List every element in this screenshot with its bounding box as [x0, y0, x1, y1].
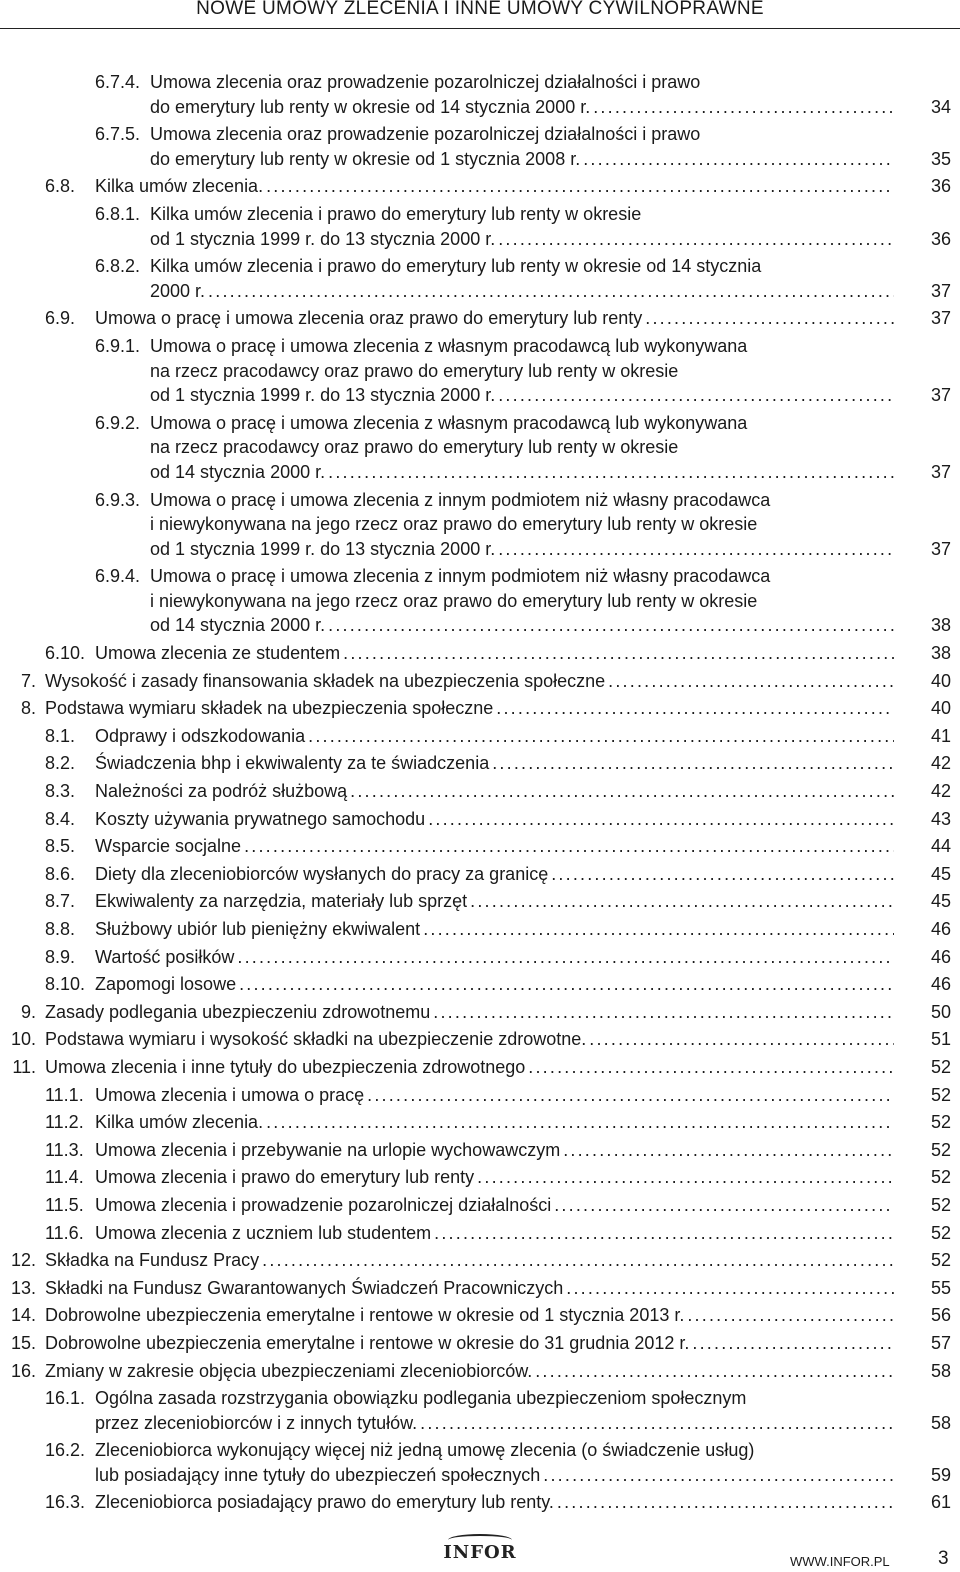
- toc-entry-page: 42: [930, 781, 951, 802]
- toc-entry[interactable]: [0, 1110, 960, 1135]
- toc-entry-title-line: Wartość posiłków: [95, 946, 235, 967]
- toc-entry-title-line: Zleceniobiorca wykonujący więcej niż jedną umowę zlecenia (o świadczenie usług): [95, 1440, 755, 1461]
- toc-entry[interactable]: [0, 254, 960, 303]
- toc-entry-title-line: Zmiany w zakresie objęcia ubezpieczeniami zleceniobiorców.: [45, 1360, 533, 1381]
- logo-text: INFOR: [443, 1542, 517, 1563]
- toc-entry-page: 52: [930, 1250, 951, 1271]
- dot-leader: [551, 862, 894, 887]
- toc-entry[interactable]: [0, 862, 960, 887]
- toc-entry-title-line: Umowa zlecenia i prowadzenie pozarolniczej działalności: [95, 1194, 552, 1215]
- toc-entry[interactable]: [0, 1303, 960, 1328]
- dot-leader: [645, 306, 894, 331]
- toc-entry-title-line: Umowa o pracę i umowa zlecenia z własnym pracodawcą lub wykonywana: [150, 412, 748, 433]
- toc-entry-number: 11.6.: [45, 1222, 84, 1243]
- toc-entry-title-line: Podstawa wymiaru składek na ubezpieczenia społeczne: [45, 698, 494, 719]
- toc-entry-title-line: od 14 stycznia 2000 r.: [150, 461, 326, 482]
- toc-entry-number: 11.1.: [45, 1084, 84, 1105]
- dot-leader: [528, 1055, 894, 1080]
- footer-url: WWW.INFOR.PL: [790, 1554, 890, 1569]
- toc-entry-number: 8.5.: [45, 836, 76, 857]
- toc-entry-number: 11.3.: [45, 1139, 84, 1160]
- toc-entry-number: 8.2.: [45, 753, 76, 774]
- toc-entry-title-line: Zasady podlegania ubezpieczeniu zdrowotnemu: [45, 1001, 431, 1022]
- dot-leader: [239, 972, 894, 997]
- toc-entry-page: 41: [930, 725, 951, 746]
- toc-entry-page: 38: [930, 615, 951, 636]
- toc-entry-page: 37: [930, 280, 951, 301]
- table-of-contents: [0, 70, 960, 1518]
- toc-entry-title-line: Kilka umów zlecenia.: [95, 1112, 264, 1133]
- toc-entry-title-line: Umowa zlecenia i prawo do emerytury lub renty: [95, 1167, 475, 1188]
- toc-entry[interactable]: [0, 1276, 960, 1301]
- toc-entry-title-line: od 1 stycznia 1999 r. do 13 stycznia 2000 r.: [150, 538, 496, 559]
- toc-entry-page: 45: [930, 891, 951, 912]
- toc-entry[interactable]: [0, 807, 960, 832]
- toc-entry[interactable]: [0, 1000, 960, 1025]
- toc-entry[interactable]: [0, 1438, 960, 1487]
- toc-entry[interactable]: [0, 889, 960, 914]
- toc-entry-page: 37: [930, 308, 951, 329]
- toc-entry-page: 37: [930, 538, 951, 559]
- dot-leader: [589, 1027, 894, 1052]
- toc-entry-page: 38: [930, 643, 951, 664]
- toc-entry[interactable]: [0, 1138, 960, 1163]
- toc-entry-number: 8.10.: [45, 974, 86, 995]
- dot-leader: [498, 537, 894, 562]
- toc-entry-page: 57: [930, 1332, 951, 1353]
- toc-entry-page: 52: [930, 1194, 951, 1215]
- toc-entry-title-line: i niewykonywana na jego rzecz oraz prawo do emerytury lub renty w okresie: [150, 590, 758, 611]
- toc-entry-title-line: Kilka umów zlecenia i prawo do emerytury lub renty w okresie: [150, 203, 642, 224]
- toc-entry[interactable]: [0, 564, 960, 638]
- toc-entry[interactable]: [0, 488, 960, 562]
- toc-entry-page: 58: [930, 1360, 951, 1381]
- toc-entry-title-line: Odprawy i odszkodowania: [95, 725, 306, 746]
- dot-leader: [477, 1165, 894, 1190]
- toc-entry-page: 37: [930, 385, 951, 406]
- dot-leader: [434, 1221, 894, 1246]
- dot-leader: [498, 227, 894, 252]
- toc-entry-number: 6.10.: [45, 643, 86, 664]
- toc-entry-title-line: Składka na Fundusz Pracy: [45, 1250, 260, 1271]
- dot-leader: [535, 1359, 894, 1384]
- dot-leader: [343, 641, 894, 666]
- toc-entry-title-line: od 1 stycznia 1999 r. do 13 stycznia 2000 r.: [150, 228, 496, 249]
- dot-leader: [554, 1193, 894, 1218]
- toc-entry[interactable]: [0, 1221, 960, 1246]
- toc-entry-number: 6.9.4.: [95, 566, 141, 587]
- toc-entry[interactable]: [0, 696, 960, 721]
- dot-leader: [566, 1276, 894, 1301]
- toc-entry[interactable]: [0, 122, 960, 171]
- dot-leader: [308, 724, 894, 749]
- toc-entry-page: 56: [930, 1305, 951, 1326]
- dot-leader: [608, 669, 894, 694]
- header-title: NOWE UMOWY ZLECENIA I INNE UMOWY CYWILNOPRAWNE: [196, 0, 764, 19]
- toc-entry-page: 40: [930, 670, 951, 691]
- toc-entry-title-line: Umowa zlecenia i umowa o pracę: [95, 1084, 365, 1105]
- dot-leader: [208, 279, 894, 304]
- toc-entry-number: 8.8.: [45, 919, 76, 939]
- toc-entry-title-line: Umowa zlecenia z uczniem lub studentem: [95, 1222, 432, 1243]
- toc-entry[interactable]: [0, 724, 960, 749]
- toc-entry-title-line: Umowa o pracę i umowa zlecenia oraz prawo do emerytury lub renty: [95, 308, 643, 329]
- toc-entry-page: 44: [930, 836, 951, 857]
- toc-entry-title-line: Umowa o pracę i umowa zlecenia z innym podmiotem niż własny pracodawca: [150, 566, 771, 587]
- toc-entry-number: 6.8.2.: [95, 256, 141, 277]
- toc-entry[interactable]: [0, 1083, 960, 1108]
- toc-entry[interactable]: [0, 334, 960, 408]
- dot-leader: [350, 779, 894, 804]
- toc-entry[interactable]: [0, 1490, 960, 1515]
- toc-entry-number: 8.4.: [45, 808, 76, 829]
- toc-entry-title-line: Umowa zlecenia ze studentem: [95, 643, 341, 664]
- footer-page-number: 3: [938, 1548, 949, 1569]
- toc-entry-title-line: Umowa zlecenia oraz prowadzenie pozarolniczej działalności i prawo: [150, 72, 701, 92]
- toc-entry[interactable]: [0, 174, 960, 199]
- toc-entry-number: 6.9.: [45, 308, 76, 329]
- toc-entry-title-line: Umowa zlecenia i inne tytuły do ubezpieczenia zdrowotnego: [45, 1056, 526, 1077]
- toc-entry-title-line: od 1 stycznia 1999 r. do 13 stycznia 2000 r.: [150, 385, 496, 406]
- toc-entry-page: 52: [930, 1222, 951, 1243]
- toc-entry-number: 13.: [10, 1277, 36, 1298]
- toc-entry-page: 52: [930, 1084, 951, 1105]
- toc-entry[interactable]: [0, 972, 960, 997]
- toc-entry-title-line: Należności za podróż służbową: [95, 781, 348, 802]
- toc-entry-title-line: lub posiadający inne tytuły do ubezpieczeń społecznych: [95, 1464, 541, 1485]
- toc-entry-number: 6.9.1.: [95, 335, 141, 356]
- toc-entry[interactable]: [0, 1055, 960, 1080]
- toc-entry[interactable]: [0, 945, 960, 970]
- toc-entry-number: 6.7.4.: [95, 72, 141, 92]
- dot-leader: [563, 1138, 894, 1163]
- dot-leader: [557, 1490, 894, 1515]
- toc-entry-title-line: Kilka umów zlecenia i prawo do emerytury lub renty w okresie od 14 stycznia: [150, 256, 762, 277]
- toc-entry-page: 40: [930, 698, 951, 719]
- toc-entry[interactable]: [0, 834, 960, 859]
- toc-entry[interactable]: [0, 1193, 960, 1218]
- dot-leader: [593, 95, 894, 120]
- toc-entry-page: 58: [930, 1412, 951, 1433]
- dot-leader: [496, 696, 894, 721]
- dot-leader: [237, 945, 894, 970]
- toc-entry-title-line: od 14 stycznia 2000 r.: [150, 615, 326, 636]
- toc-entry-page: 46: [930, 974, 951, 995]
- toc-entry-title-line: na rzecz pracodawcy oraz prawo do emerytury lub renty w okresie: [150, 437, 679, 458]
- toc-entry-title-line: do emerytury lub renty w okresie od 14 stycznia 2000 r.: [150, 96, 591, 117]
- toc-entry-title-line: Dobrowolne ubezpieczenia emerytalne i rentowe w okresie od 1 stycznia 2013 r.: [45, 1305, 685, 1326]
- toc-entry-number: 9.: [20, 1001, 36, 1022]
- toc-entry-number: 8.7.: [45, 891, 76, 912]
- toc-entry-number: 6.7.5.: [95, 124, 141, 145]
- toc-entry-title-line: Kilka umów zlecenia.: [95, 176, 264, 197]
- toc-entry-title-line: Koszty używania prywatnego samochodu: [95, 808, 426, 829]
- toc-entry-title-line: przez zleceniobiorców i z innych tytułów.: [95, 1412, 418, 1433]
- toc-entry-page: 46: [930, 919, 951, 939]
- toc-entry-page: 45: [930, 863, 951, 884]
- toc-entry-title-line: Zapomogi losowe: [95, 974, 237, 995]
- toc-entry-title-line: Diety dla zleceniobiorców wysłanych do pracy za granicę: [95, 863, 549, 884]
- toc-entry[interactable]: [0, 751, 960, 776]
- toc-entry-title-line: Wysokość i zasady finansowania składek na ubezpieczenia społeczne: [45, 670, 606, 691]
- toc-entry-title-line: Służbowy ubiór lub pieniężny ekwiwalent: [95, 919, 421, 939]
- dot-leader: [328, 613, 894, 638]
- toc-entry-page: 59: [930, 1464, 951, 1485]
- toc-entry-number: 6.9.2.: [95, 412, 141, 433]
- toc-entry[interactable]: [0, 306, 960, 331]
- toc-entry-page: 36: [930, 228, 951, 249]
- toc-entry-page: 42: [930, 753, 951, 774]
- toc-entry[interactable]: [0, 1386, 960, 1435]
- toc-entry-number: 12.: [10, 1250, 36, 1271]
- toc-entry-page: 55: [930, 1277, 951, 1298]
- toc-entry-page: 51: [930, 1029, 951, 1050]
- dot-leader: [470, 889, 894, 914]
- dot-leader: [692, 1331, 894, 1356]
- toc-entry-title-line: Ogólna zasada rozstrzygania obowiązku podlegania ubezpieczeniom społecznym: [95, 1388, 747, 1409]
- toc-entry-title-line: Wsparcie socjalne: [95, 836, 242, 857]
- toc-entry-title-line: Umowa zlecenia i przebywanie na urlopie wychowawczym: [95, 1139, 561, 1160]
- dot-leader: [367, 1083, 894, 1108]
- toc-entry-title-line: na rzecz pracodawcy oraz prawo do emerytury lub renty w okresie: [150, 360, 679, 381]
- dot-leader: [262, 1248, 894, 1273]
- toc-entry-page: 35: [930, 148, 951, 169]
- toc-entry-page: 52: [930, 1056, 951, 1077]
- toc-entry-number: 8.9.: [45, 946, 76, 967]
- toc-entry[interactable]: [0, 411, 960, 485]
- dot-leader: [266, 1110, 894, 1135]
- dot-leader: [498, 383, 894, 408]
- toc-entry-page: 46: [930, 946, 951, 967]
- toc-entry-page: 61: [930, 1492, 951, 1513]
- toc-entry-number: 8.6.: [45, 863, 76, 884]
- toc-entry-number: 8.3.: [45, 781, 76, 802]
- toc-entry-page: 36: [930, 176, 951, 197]
- dot-leader: [420, 1411, 894, 1436]
- toc-entry-number: 7.: [20, 670, 36, 691]
- toc-entry-number: 16.1.: [45, 1388, 86, 1409]
- toc-entry-title-line: do emerytury lub renty w okresie od 1 stycznia 2008 r.: [150, 148, 581, 169]
- dot-leader: [687, 1303, 894, 1328]
- toc-entry-number: 16.2.: [45, 1440, 86, 1461]
- dot-leader: [423, 917, 894, 942]
- toc-entry-page: 34: [930, 96, 951, 117]
- toc-entry-number: 10.: [10, 1029, 36, 1050]
- toc-entry-number: 6.8.: [45, 176, 76, 197]
- toc-entry-number: 15.: [10, 1332, 36, 1353]
- toc-entry-number: 14.: [10, 1305, 36, 1326]
- toc-entry-number: 16.: [10, 1360, 36, 1381]
- toc-entry-page: 37: [930, 461, 951, 482]
- toc-entry-page: 52: [930, 1167, 951, 1188]
- toc-entry-number: 16.3.: [45, 1492, 86, 1513]
- dot-leader: [492, 751, 894, 776]
- toc-entry[interactable]: [0, 779, 960, 804]
- toc-entry-page: 50: [930, 1001, 951, 1022]
- toc-entry-page: 43: [930, 808, 951, 829]
- toc-entry-title-line: i niewykonywana na jego rzecz oraz prawo do emerytury lub renty w okresie: [150, 514, 758, 535]
- toc-entry-number: 6.8.1.: [95, 203, 141, 224]
- dot-leader: [428, 807, 894, 832]
- toc-entry[interactable]: [0, 641, 960, 666]
- toc-entry[interactable]: [0, 1331, 960, 1356]
- toc-entry-page: 52: [930, 1112, 951, 1133]
- toc-entry[interactable]: [0, 1248, 960, 1273]
- dot-leader: [543, 1463, 894, 1488]
- toc-entry[interactable]: [0, 70, 960, 119]
- dot-leader: [433, 1000, 894, 1025]
- toc-entry-number: 8.1.: [45, 725, 76, 746]
- toc-entry-number: 6.9.3.: [95, 489, 141, 510]
- toc-entry-number: 11.2.: [45, 1112, 84, 1133]
- toc-entry[interactable]: [0, 1027, 960, 1052]
- toc-entry-title-line: Składki na Fundusz Gwarantowanych Świadczeń Pracowniczych: [45, 1277, 564, 1298]
- toc-entry-number: 11.5.: [45, 1194, 84, 1215]
- header-rule: [0, 28, 960, 29]
- toc-entry-title-line: Umowa o pracę i umowa zlecenia z innym podmiotem niż własny pracodawca: [150, 489, 771, 510]
- toc-entry[interactable]: [0, 669, 960, 694]
- toc-entry-title-line: 2000 r.: [150, 280, 206, 301]
- toc-entry[interactable]: [0, 202, 960, 251]
- toc-entry-title-line: Zleceniobiorca posiadający prawo do emerytury lub renty.: [95, 1492, 554, 1513]
- dot-leader: [583, 147, 894, 172]
- toc-entry-number: 8.: [20, 698, 36, 719]
- running-header: [0, 0, 960, 30]
- toc-entry[interactable]: [0, 917, 960, 942]
- toc-entry-page: 52: [930, 1139, 951, 1160]
- toc-entry-title-line: Umowa zlecenia oraz prowadzenie pozarolniczej działalności i prawo: [150, 124, 701, 145]
- toc-entry[interactable]: [0, 1165, 960, 1190]
- toc-entry-title-line: Dobrowolne ubezpieczenia emerytalne i rentowe w okresie do 31 grudnia 2012 r.: [45, 1332, 690, 1353]
- toc-entry-title-line: Świadczenia bhp i ekwiwalenty za te świadczenia: [95, 753, 490, 774]
- toc-entry[interactable]: [0, 1359, 960, 1384]
- toc-entry-number: 11.: [12, 1056, 36, 1077]
- dot-leader: [328, 460, 894, 485]
- toc-entry-title-line: Ekwiwalenty za narzędzia, materiały lub sprzęt: [95, 891, 468, 912]
- dot-leader: [266, 174, 894, 199]
- dot-leader: [244, 834, 894, 859]
- toc-entry-title-line: Umowa o pracę i umowa zlecenia z własnym pracodawcą lub wykonywana: [150, 335, 748, 356]
- toc-entry-number: 11.4.: [45, 1167, 84, 1188]
- toc-entry-title-line: Podstawa wymiaru i wysokość składki na ubezpieczenie zdrowotne.: [45, 1029, 587, 1050]
- logo-arc-icon: [448, 1534, 512, 1546]
- infor-logo: [430, 1540, 530, 1566]
